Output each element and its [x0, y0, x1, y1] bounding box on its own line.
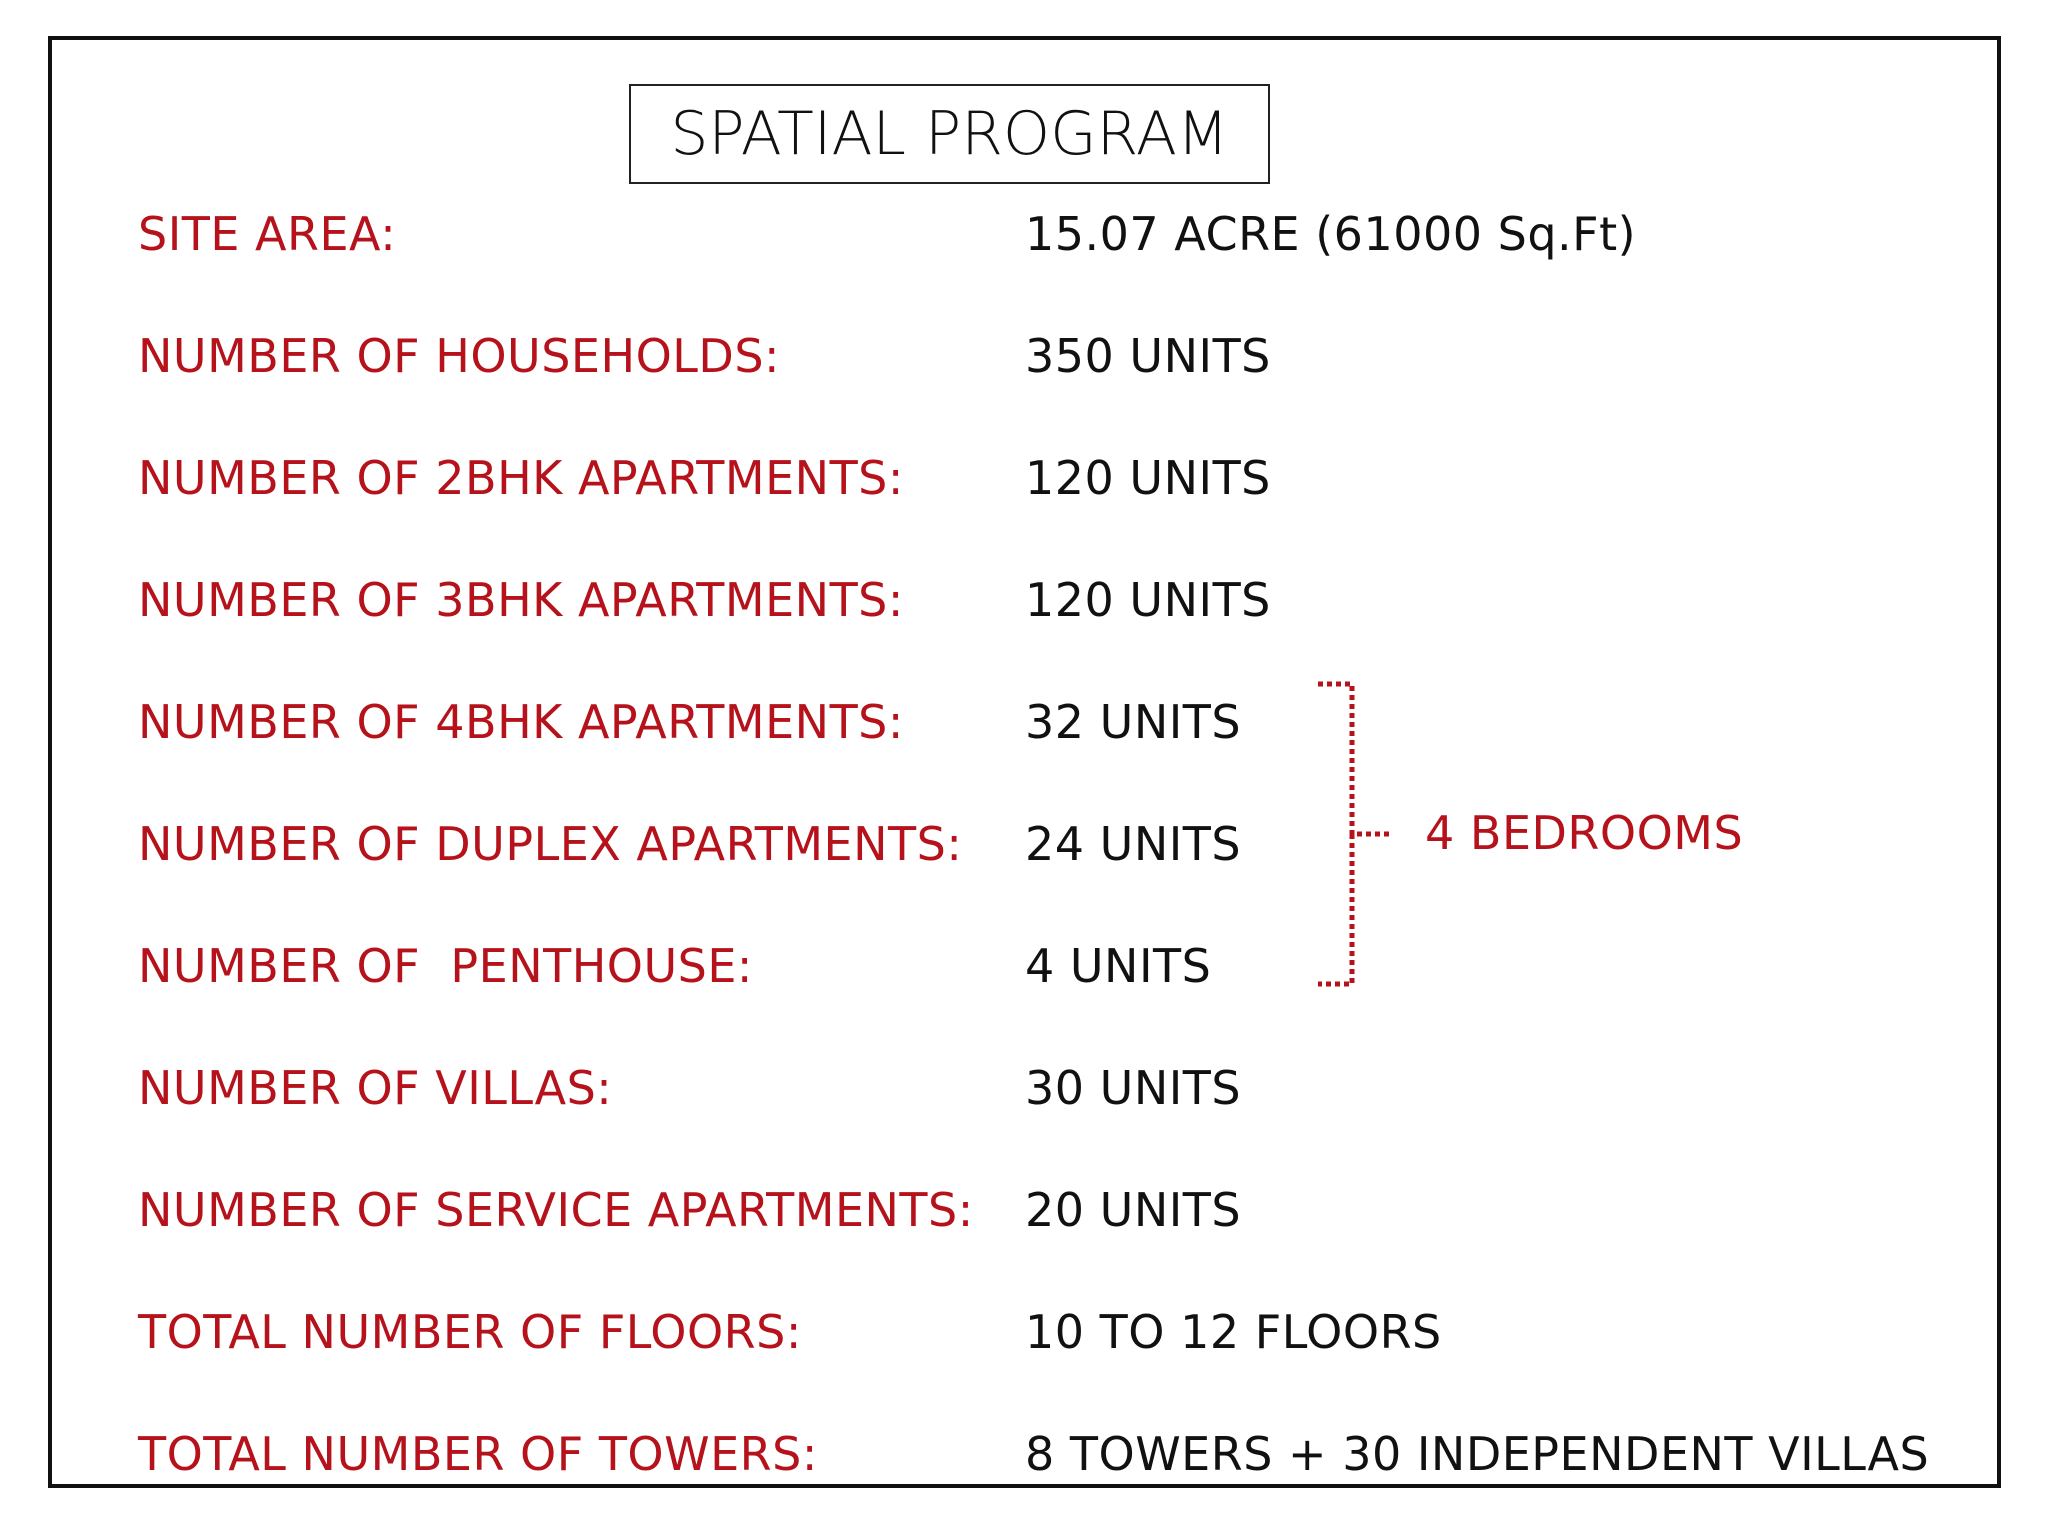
row-value: 32 UNITS: [1025, 695, 1242, 749]
row-label: TOTAL NUMBER OF FLOORS:: [138, 1305, 802, 1359]
row-label: NUMBER OF VILLAS:: [138, 1061, 613, 1115]
row-2bhk: [0, 438, 2048, 518]
row-value: 8 TOWERS + 30 INDEPENDENT VILLAS: [1025, 1427, 1930, 1481]
row-villas: [0, 1048, 2048, 1128]
row-4bhk: [0, 682, 2048, 762]
row-label: NUMBER OF DUPLEX APARTMENTS:: [138, 817, 963, 871]
row-label: TOTAL NUMBER OF TOWERS:: [138, 1427, 818, 1481]
page-title: SPATIAL PROGRAM: [629, 84, 1270, 184]
row-value: 120 UNITS: [1025, 451, 1271, 505]
row-label: NUMBER OF HOUSEHOLDS:: [138, 329, 781, 383]
row-value: 30 UNITS: [1025, 1061, 1242, 1115]
row-towers: [0, 1414, 2048, 1494]
row-value: 350 UNITS: [1025, 329, 1271, 383]
row-floors: [0, 1292, 2048, 1372]
row-value: 24 UNITS: [1025, 817, 1242, 871]
row-site-area: [0, 194, 2048, 274]
row-households: [0, 316, 2048, 396]
row-value: 120 UNITS: [1025, 573, 1271, 627]
row-service-apartments: [0, 1170, 2048, 1250]
row-label: NUMBER OF 4BHK APARTMENTS:: [138, 695, 904, 749]
row-label: NUMBER OF PENTHOUSE:: [138, 939, 753, 993]
curly-bracket-icon: [1310, 675, 1410, 995]
row-label: NUMBER OF SERVICE APARTMENTS:: [138, 1183, 974, 1237]
row-label: NUMBER OF 2BHK APARTMENTS:: [138, 451, 904, 505]
row-value: 20 UNITS: [1025, 1183, 1242, 1237]
row-penthouse: [0, 926, 2048, 1006]
row-label: SITE AREA:: [138, 207, 397, 261]
bedrooms-annotation: 4 BEDROOMS: [1425, 806, 1744, 860]
row-value: 4 UNITS: [1025, 939, 1212, 993]
row-value: 15.07 ACRE (61000 Sq.Ft): [1025, 207, 1637, 261]
row-value: 10 TO 12 FLOORS: [1025, 1305, 1442, 1359]
row-label: NUMBER OF 3BHK APARTMENTS:: [138, 573, 904, 627]
bracket-path: [1318, 684, 1390, 984]
row-3bhk: [0, 560, 2048, 640]
